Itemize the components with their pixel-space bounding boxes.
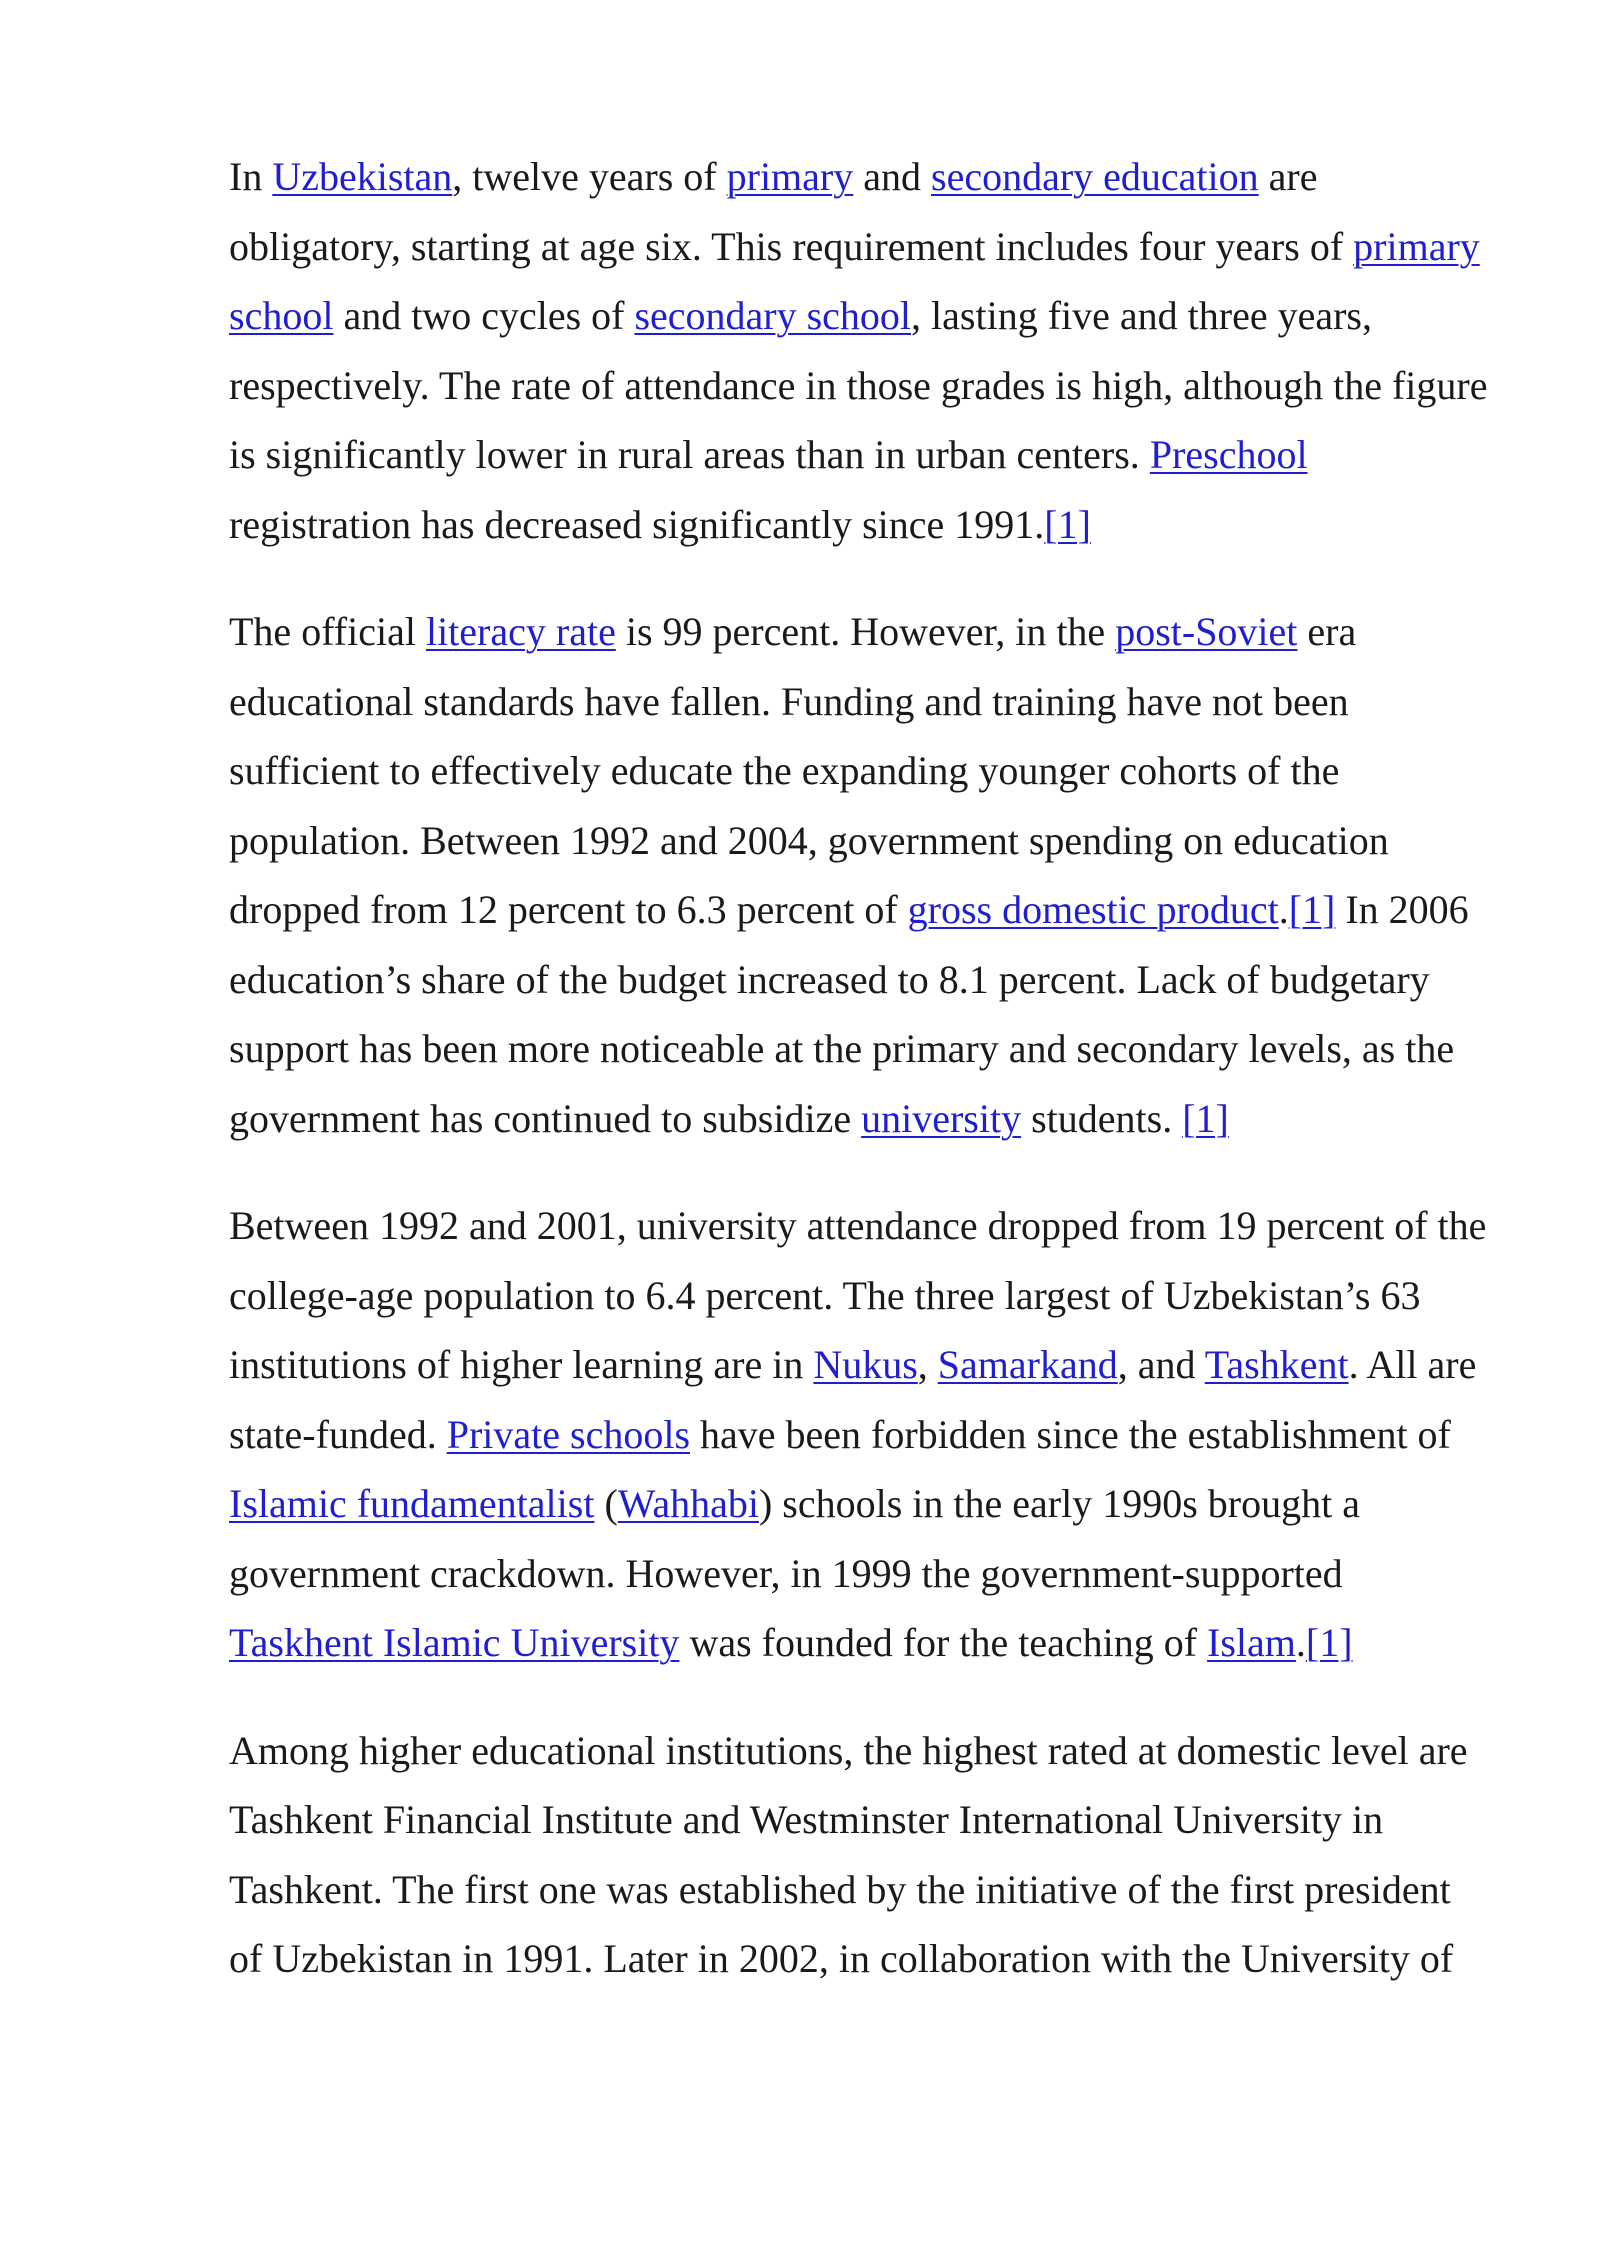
citation-link[interactable]: [1] <box>1305 1620 1353 1665</box>
citation-link[interactable]: [1] <box>1044 501 1091 547</box>
text-run: , twelve years of <box>452 154 727 199</box>
text-run: have been forbidden since the establishment of <box>690 1411 1451 1457</box>
paragraph-higher-institutions <box>229 1716 1489 1994</box>
paragraph-literacy-funding <box>229 597 1489 1153</box>
text-run: are obligatory, starting at age six. This requirement includes four years of <box>229 154 1354 269</box>
link-gross-domestic-product[interactable]: gross domestic product <box>907 887 1279 932</box>
link-islamic-fundamentalist[interactable]: Islamic fundamentalist <box>229 1481 595 1526</box>
link-private-schools[interactable]: Private schools <box>446 1411 691 1457</box>
text-run: In 2006 education’s share of the budget increased to 8.1 percent. Lack of budgetary support has been more noticeable at the primary and secondary levels, as the government has continued to subsidize <box>229 887 1469 1141</box>
text-run: students. <box>1021 1095 1183 1141</box>
link-islam[interactable]: Islam <box>1207 1620 1296 1665</box>
link-university[interactable]: university <box>861 1095 1022 1141</box>
link-samarkand[interactable]: Samarkand <box>937 1342 1118 1387</box>
link-secondary-school[interactable]: secondary school <box>634 293 912 338</box>
link-nukus[interactable]: Nukus <box>813 1342 918 1387</box>
document-page <box>229 142 1489 2032</box>
text-run: is 99 percent. However, in the <box>615 609 1116 654</box>
text-run: and two cycles of <box>333 293 635 338</box>
link-taskhent-islamic-university[interactable]: Taskhent Islamic University <box>229 1620 680 1665</box>
text-run: registration has decreased significantly since 1991. <box>229 501 1045 547</box>
text-run: In <box>229 154 273 199</box>
paragraph-primary-education <box>229 142 1489 559</box>
text-run: ( <box>594 1481 618 1526</box>
text-run: , lasting five and three years, respectively. The rate of attendance in those grades is high, although the figure is significantly lower in rural areas than in urban centers. <box>229 293 1488 477</box>
link-uzbekistan[interactable]: Uzbekistan <box>272 154 453 199</box>
text-run: was founded for the teaching of <box>679 1620 1208 1665</box>
link-preschool[interactable]: Preschool <box>1149 432 1308 477</box>
citation-link[interactable]: [1] <box>1182 1095 1229 1141</box>
text-run: . <box>1278 887 1289 932</box>
text-run: Between 1992 and 2001, university attendance dropped from 19 percent of the college-age population to 6.4 percent. The three largest of Uzbekistan’s 63 institutions of higher learning are in <box>229 1203 1487 1387</box>
text-run: era educational standards have fallen. Funding and training have not been sufficient to effectively educate the expanding younger cohorts of the population. Between 1992 and 2004, government spending on education dropped from 12 percent to 6.3 percent of <box>229 609 1389 932</box>
text-run: and <box>853 154 932 199</box>
link-wahhabi[interactable]: Wahhabi <box>617 1481 759 1526</box>
text-run: ) schools in the early 1990s brought a government crackdown. However, in 1999 the government-supported <box>229 1481 1360 1596</box>
text-run: , <box>917 1342 938 1387</box>
text-run: . All are state-funded. <box>229 1342 1477 1457</box>
link-tashkent[interactable]: Tashkent <box>1204 1342 1349 1387</box>
text-run: , and <box>1117 1342 1205 1387</box>
text-run: Among higher educational institutions, the highest rated at domestic level are Tashkent Financial Institute and Westminster International University in Tashkent. The first one was established by the initiative of the first president of Uzbekistan in 1991. Later in 2002, in collaboration with the University of <box>229 1727 1468 1981</box>
citation-link[interactable]: [1] <box>1288 887 1336 932</box>
link-secondary-education[interactable]: secondary education <box>931 154 1259 199</box>
link-post-soviet[interactable]: post-Soviet <box>1115 609 1298 654</box>
text-run: The official <box>229 609 426 654</box>
link-primary-school[interactable]: primary school <box>229 223 1480 338</box>
link-literacy-rate[interactable]: literacy rate <box>425 609 616 654</box>
link-primary[interactable]: primary <box>726 154 854 199</box>
paragraph-university-attendance <box>229 1191 1489 1678</box>
text-run: . <box>1295 1620 1306 1665</box>
